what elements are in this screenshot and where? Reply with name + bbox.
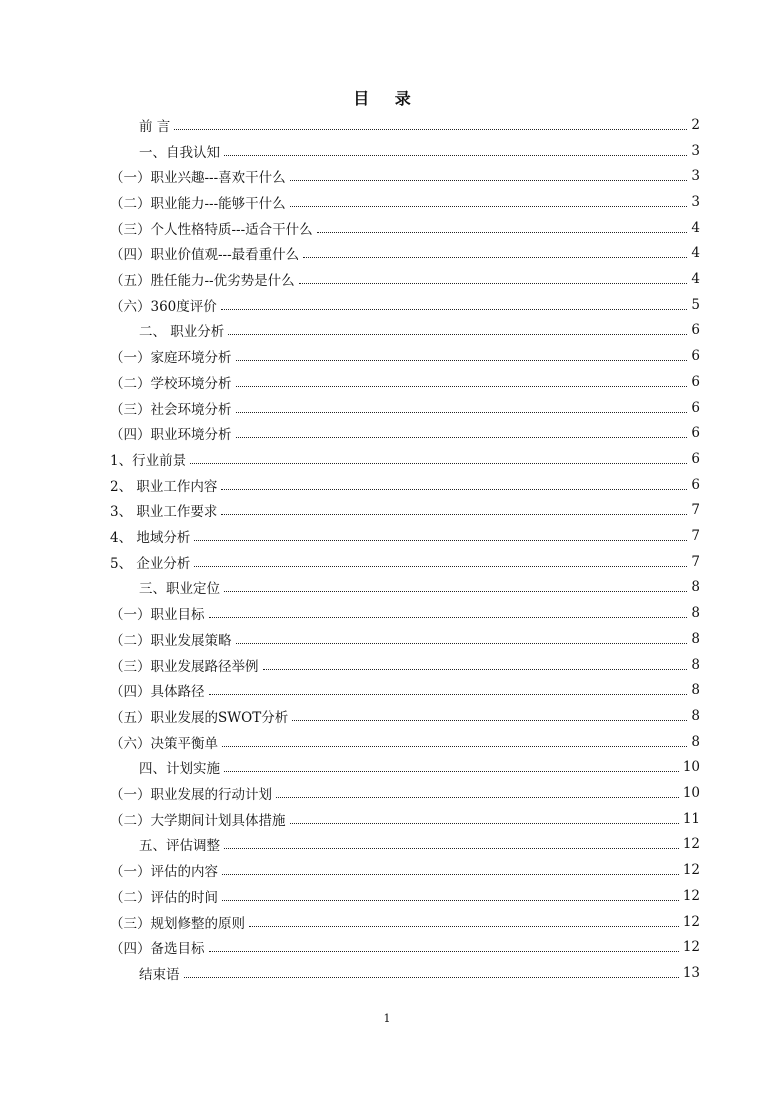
dot-leader	[303, 256, 687, 258]
dot-leader	[236, 411, 688, 413]
dot-leader	[290, 179, 688, 181]
dot-leader	[236, 642, 688, 644]
toc-entry-page: 3	[691, 193, 700, 210]
toc-entry-label: （四）职业价值观---最看重什么	[110, 247, 300, 264]
toc-entry[interactable]	[110, 883, 700, 909]
toc-entry-page: 4	[691, 245, 700, 262]
toc-entry-label: （一）家庭环境分析	[110, 350, 232, 367]
dot-leader	[290, 205, 688, 207]
toc-title: 目 录	[353, 89, 421, 108]
toc-entry-label: （一）职业发展的行动计划	[110, 787, 272, 804]
toc-entry[interactable]	[110, 677, 700, 703]
toc-entry-label: 四、计划实施	[139, 761, 220, 778]
toc-entry-page: 3	[691, 142, 700, 159]
toc-entry-page: 12	[682, 887, 700, 904]
dot-leader	[224, 847, 679, 849]
toc-entry-label: （五）职业发展的SWOT分析	[110, 709, 289, 726]
toc-entry-label: 一、自我认知	[139, 144, 220, 161]
toc-entry[interactable]	[110, 292, 700, 318]
toc-entry-label: （五）胜任能力--优劣势是什么	[110, 273, 295, 290]
toc-entry-label: 3、 职业工作要求	[110, 504, 218, 521]
toc-entry[interactable]	[110, 600, 700, 626]
toc-entry-label: （一）职业目标	[110, 607, 205, 624]
toc-entry-page: 4	[691, 271, 700, 288]
dot-leader	[194, 565, 687, 567]
toc-entry-page: 8	[691, 682, 700, 699]
toc-entry[interactable]	[110, 806, 700, 832]
dot-leader	[228, 333, 687, 335]
dot-leader	[190, 462, 687, 464]
toc-entry-label: 2、 职业工作内容	[110, 478, 218, 495]
toc-entry-page: 7	[691, 502, 700, 519]
dot-leader	[209, 950, 679, 952]
dot-leader	[236, 436, 688, 438]
dot-leader	[174, 128, 687, 130]
toc-entry-label: （三）规划修整的原则	[110, 915, 245, 932]
toc-entry[interactable]	[110, 215, 700, 241]
toc-entry[interactable]	[139, 112, 700, 138]
toc-entry-page: 12	[682, 862, 700, 879]
toc-entry[interactable]	[110, 934, 700, 960]
dot-leader	[222, 873, 679, 875]
toc-entry[interactable]	[110, 626, 700, 652]
toc-entry-label: （一）评估的内容	[110, 864, 218, 881]
toc-entry[interactable]	[110, 652, 700, 678]
dot-leader	[276, 796, 679, 798]
toc-entry[interactable]	[110, 369, 700, 395]
toc-entry-label: （一）职业兴趣---喜欢干什么	[110, 170, 286, 187]
toc-entry[interactable]	[110, 189, 700, 215]
toc-entry[interactable]	[110, 523, 700, 549]
toc-entry[interactable]	[139, 960, 700, 986]
toc-entry-label: 五、评估调整	[139, 838, 220, 855]
dot-leader	[249, 925, 679, 927]
toc-entry-page: 12	[682, 836, 700, 853]
toc-entry-page: 8	[691, 707, 700, 724]
toc-entry-label: 二、 职业分析	[139, 324, 225, 341]
toc-entry-page: 6	[691, 348, 700, 365]
toc-entry-label: （六）360度评价	[110, 298, 217, 315]
toc-entry-label: （四）备选目标	[110, 941, 205, 958]
toc-entry-page: 6	[691, 373, 700, 390]
dot-leader	[194, 539, 687, 541]
toc-entry-page: 8	[691, 605, 700, 622]
dot-leader	[221, 488, 687, 490]
toc-entry-page: 12	[682, 939, 700, 956]
dot-leader	[236, 385, 688, 387]
toc-entry[interactable]	[139, 755, 700, 781]
toc-entry-page: 12	[682, 913, 700, 930]
dot-leader	[221, 513, 687, 515]
dot-leader	[236, 359, 688, 361]
dot-leader	[299, 282, 688, 284]
toc-entry[interactable]	[110, 703, 700, 729]
toc-entry-page: 6	[691, 476, 700, 493]
toc-entry-label: （二）评估的时间	[110, 889, 218, 906]
dot-leader	[263, 668, 688, 670]
toc-entry-page: 6	[691, 425, 700, 442]
dot-leader	[224, 154, 687, 156]
toc-entry-page: 6	[691, 322, 700, 339]
toc-entry-page: 6	[691, 399, 700, 416]
toc-entry-label: 4、 地域分析	[110, 530, 191, 547]
toc-entry-label: （三）社会环境分析	[110, 401, 232, 418]
toc-entry[interactable]	[110, 472, 700, 498]
toc-entry-label: （二）职业发展策略	[110, 632, 232, 649]
toc-entry-page: 8	[691, 630, 700, 647]
toc-entry-page: 7	[691, 528, 700, 545]
dot-leader	[317, 231, 688, 233]
toc-entry-label: （六）决策平衡单	[110, 735, 218, 752]
dot-leader	[224, 770, 679, 772]
dot-leader	[222, 899, 679, 901]
toc-entry-page: 7	[691, 553, 700, 570]
dot-leader	[222, 745, 687, 747]
toc-entry-label: 三、职业定位	[139, 581, 220, 598]
toc-entry-page: 5	[691, 296, 700, 313]
toc-entry[interactable]	[110, 446, 700, 472]
toc-entry-page: 8	[691, 733, 700, 750]
toc-entry-label: （三）职业发展路径举例	[110, 658, 259, 675]
toc-entry-page: 3	[691, 168, 700, 185]
dot-leader	[292, 719, 687, 721]
toc-entry-page: 6	[691, 450, 700, 467]
toc-entry-label: （二）大学期间计划具体措施	[110, 812, 286, 829]
toc-entry[interactable]	[110, 163, 700, 189]
dot-leader	[290, 822, 679, 824]
toc-entry[interactable]	[139, 832, 700, 858]
dot-leader	[221, 308, 688, 310]
toc-entry-page: 8	[691, 579, 700, 596]
toc-entry[interactable]	[139, 138, 700, 164]
toc-entry[interactable]	[110, 549, 700, 575]
toc-entry-page: 4	[691, 219, 700, 236]
toc-entry-label: （三）个人性格特质---适合干什么	[110, 221, 313, 238]
dot-leader	[209, 693, 688, 695]
page-number: 1	[383, 1012, 391, 1025]
toc-entry-label: （四）职业环境分析	[110, 427, 232, 444]
toc-entry-page: 2	[691, 116, 700, 133]
toc-entry[interactable]	[110, 241, 700, 267]
dot-leader	[184, 976, 679, 978]
toc-entry-label: 5、 企业分析	[110, 555, 191, 572]
toc-entry-page: 10	[682, 785, 700, 802]
toc-entry-page: 13	[682, 964, 700, 981]
toc-entry-label: （四）具体路径	[110, 684, 205, 701]
toc-entry[interactable]	[139, 575, 700, 601]
toc-entry[interactable]	[110, 395, 700, 421]
dot-leader	[209, 616, 688, 618]
toc-entry-label: 前 言	[139, 118, 171, 135]
toc-entry[interactable]	[110, 780, 700, 806]
toc-entry[interactable]	[110, 343, 700, 369]
toc-entry[interactable]	[110, 729, 700, 755]
toc-entry-label: （二）职业能力---能够干什么	[110, 195, 286, 212]
dot-leader	[224, 590, 687, 592]
toc-entry[interactable]	[110, 498, 700, 524]
toc-entry-page: 10	[682, 759, 700, 776]
toc-entry-page: 11	[682, 810, 700, 827]
toc-entry[interactable]	[110, 857, 700, 883]
toc-entry[interactable]	[110, 420, 700, 446]
toc-entry-label: 1、行业前景	[110, 452, 187, 469]
toc-entry-page: 8	[691, 656, 700, 673]
toc-entry-label: 结束语	[139, 966, 180, 983]
toc-entry[interactable]	[110, 266, 700, 292]
toc-entry-label: （二）学校环境分析	[110, 375, 232, 392]
toc-entry[interactable]	[110, 909, 700, 935]
toc-entry[interactable]	[139, 318, 700, 344]
